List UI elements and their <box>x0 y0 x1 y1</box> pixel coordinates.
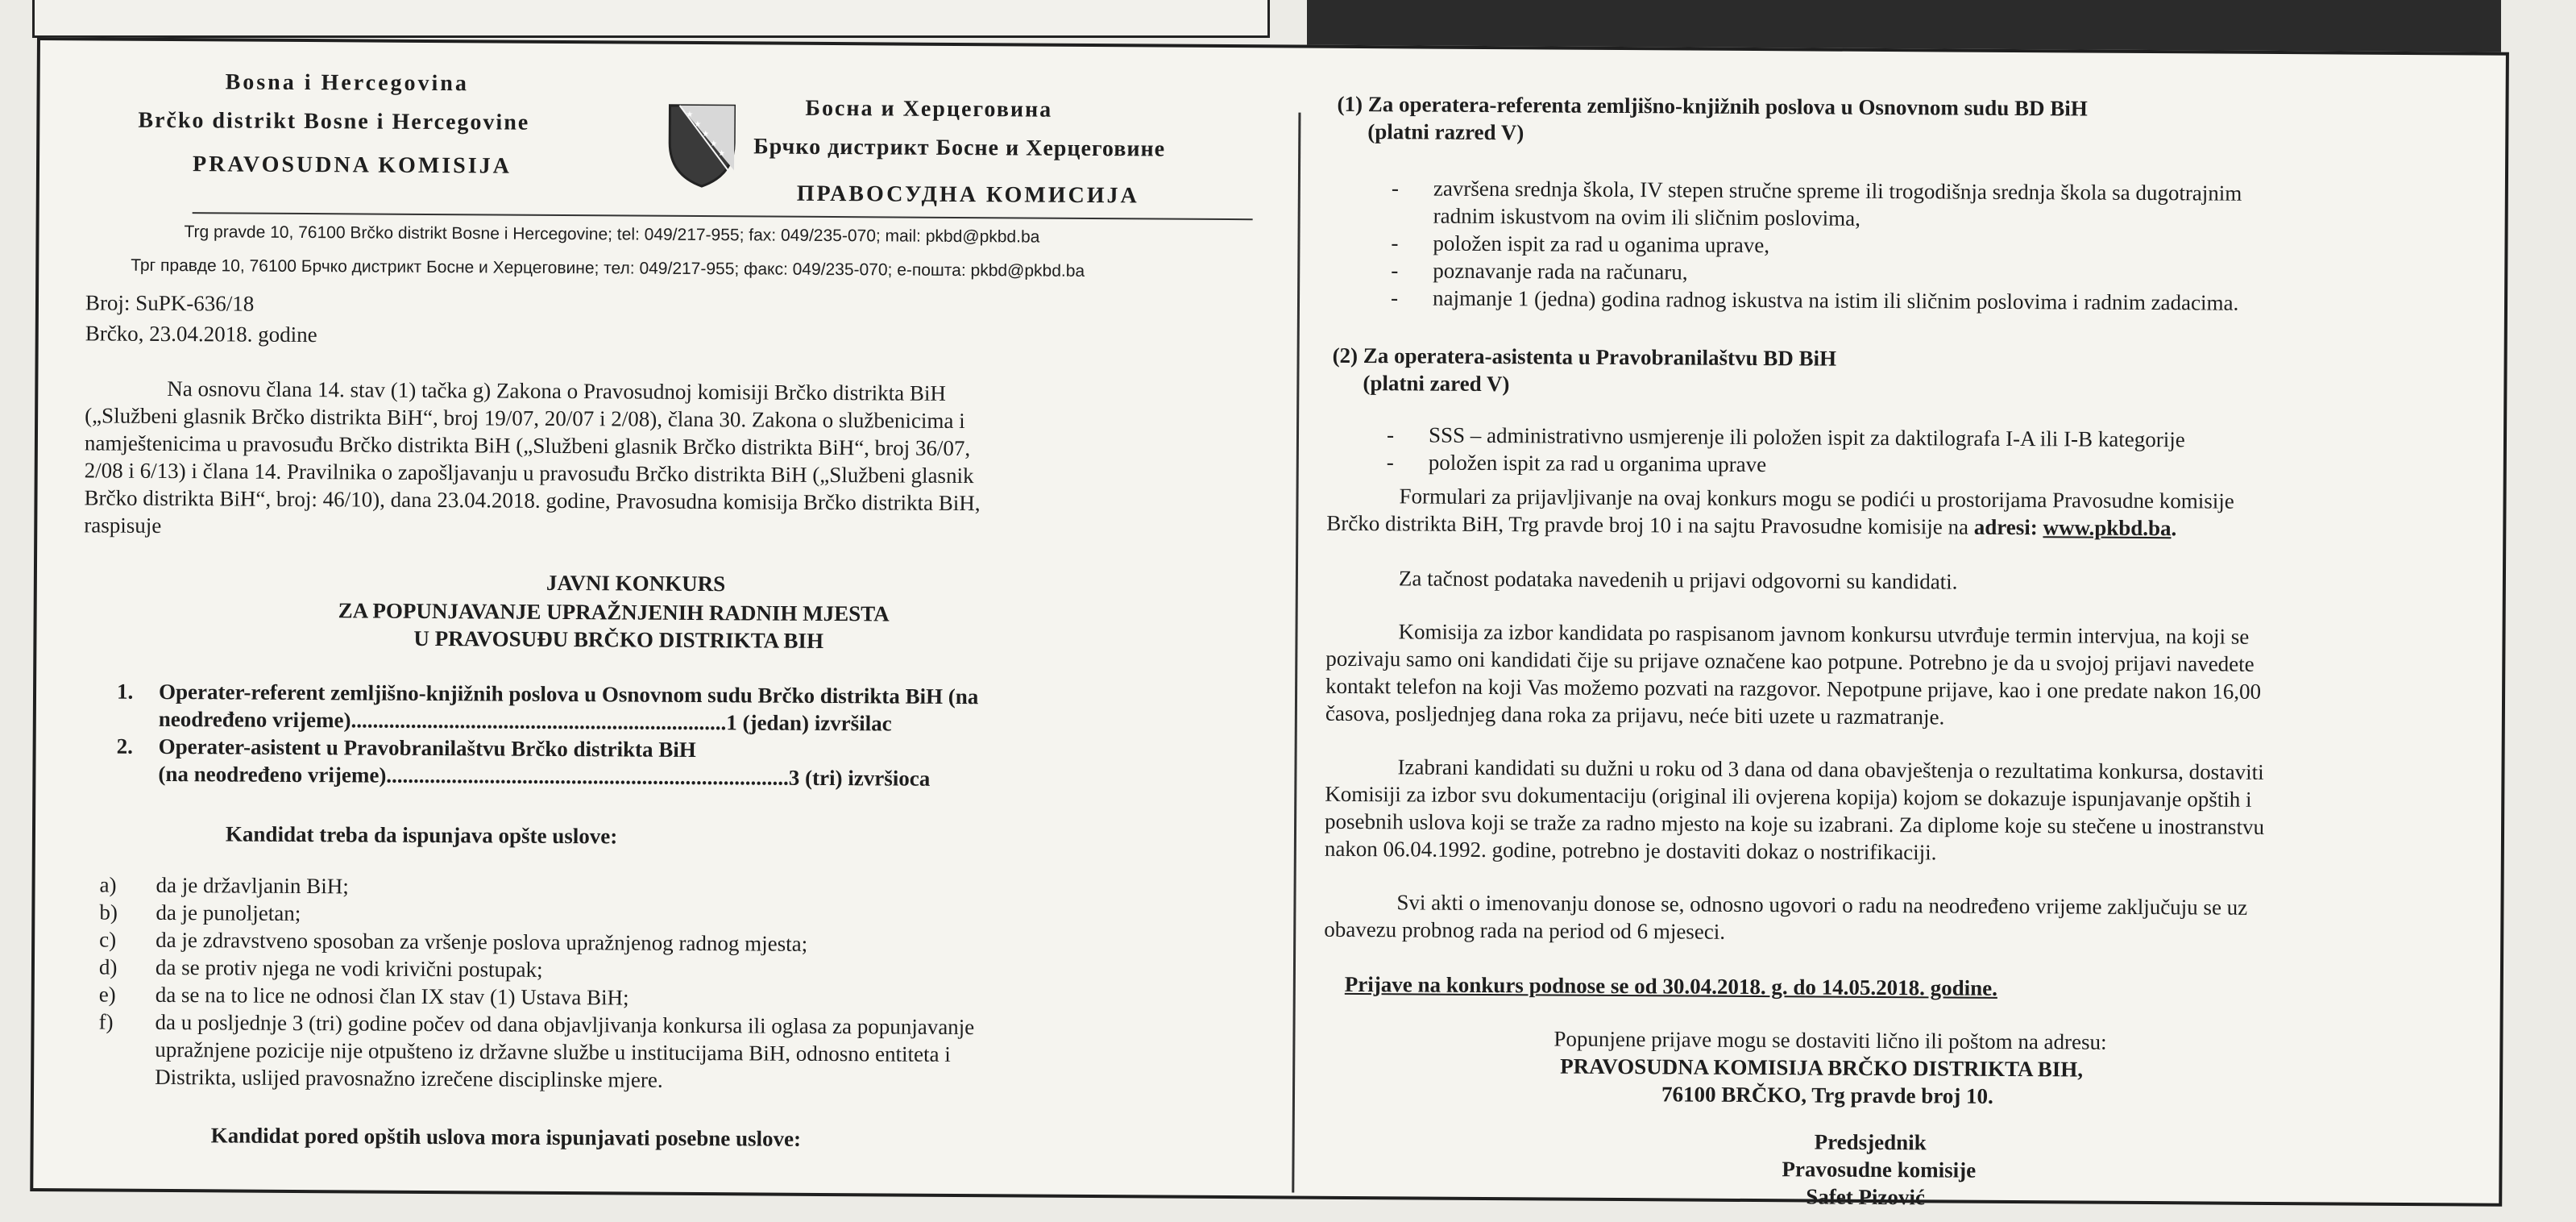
section2-subtitle: (platni zared V) <box>1363 371 1510 397</box>
position-count: neodređeno vrijeme).....................................................................1 (jedan) izvršilac <box>158 706 892 736</box>
svg-text:★: ★ <box>710 139 718 149</box>
requirement-item: položen ispit za rad u oganima uprave, <box>1433 231 1770 258</box>
delivery-note: Popunjene prijave mogu se dostaviti lično ili poštom na adresu: <box>1553 1026 2107 1054</box>
bullet-dash: - <box>1386 450 1394 475</box>
signature-name: Safet Pizović <box>1806 1184 1926 1210</box>
condition-text: da je državljanin BiH; <box>156 872 349 899</box>
paragraph-line: Svi akti o imenovanju donose se, odnosno ugovori o radu na neodređeno vrijeme zaključuju se uz <box>1396 890 2248 920</box>
delivery-address-line1: PRAVOSUDNA KOMISIJA BRČKO DISTRIKTA BIH, <box>1560 1054 2084 1082</box>
notice-document <box>30 37 2509 1210</box>
left-column <box>81 40 1257 1151</box>
document-number: Broj: SuPK-636/18 <box>85 290 255 316</box>
accuracy-note: Za tačnost podataka navedenih u prijavi odgovorni su kandidati. <box>1398 566 1958 594</box>
document-date: Brčko, 23.04.2018. godine <box>85 321 317 347</box>
header-cyr-commission: ПРАВОСУДНА КОМИСИЈА <box>796 181 1139 209</box>
general-conditions-heading: Kandidat treba da ispunjava opšte uslove: <box>225 821 618 849</box>
section2-title: (2) Za operatera-asistenta u Pravobranilaštvu BD BiH <box>1332 343 1837 371</box>
header-address-latin: Trg pravde 10, 76100 Brčko distrikt Bosne i Hercegovine; tel: 049/217-955; fax: 049/235-070; mail: pkbd@pkbd.ba <box>184 222 1040 247</box>
position-number: 2. <box>116 734 133 759</box>
column-divider <box>1292 113 1300 1193</box>
paragraph-line: kontakt telefon na koji Vas možemo pozvati na razgovor. Nepotpune prijave, kao i one predate nakon 16,00 <box>1325 673 2262 704</box>
condition-text: da se protiv njega ne vodi krivični postupak; <box>155 954 543 982</box>
position-count: (na neodređeno vrijeme)..........................................................................3 (tri) izvršioca <box>158 761 931 791</box>
paragraph-line: Komisiji za izbor svu dokumentaciju (original ili ovjerena kopija) kojom se dokazuje ispunjavanje opštih i <box>1325 781 2252 812</box>
bullet-dash: - <box>1386 422 1395 447</box>
condition-text: da je punoljetan; <box>156 900 301 926</box>
header-latin-district: Brčko distrikt Bosne i Hercegovine <box>138 107 530 135</box>
previous-page-strip <box>32 0 1270 38</box>
svg-text:★: ★ <box>686 110 694 119</box>
intro-line: Na osnovu člana 14. stav (1) tačka g) Zakona o Pravosudnoj komisiji Brčko distrikta BiH <box>167 376 946 405</box>
intro-line: („Službeni glasnik Brčko distrikta BiH“, broj 19/07, 20/07 i 2/08), člana 30. Zakona o službenicima i <box>85 403 965 434</box>
intro-line: 2/08 i 6/13) i člana 14. Pravilnika o zapošljavanju u pravosuđu Brčko distrikta BiH („Službeni glasnik <box>84 458 974 488</box>
intro-line: Brčko distrikta BiH“, broj: 46/10), dana 23.04.2018. godine, Pravosudna komisija Brčko distrikta BiH, <box>84 485 981 516</box>
header-cyr-district: Брчко дистрикт Босне и Херцеговине <box>753 134 1166 162</box>
website-link[interactable]: www.pkbd.ba <box>2043 515 2172 541</box>
svg-text:★: ★ <box>702 130 710 139</box>
signature-title: Predsjednik <box>1814 1129 1927 1155</box>
paragraph-line: nakon 06.04.1992. godine, potrebno je dostaviti dokaz o nostrifikaciji. <box>1324 836 1937 865</box>
section1-subtitle: (platni razred V) <box>1367 119 1524 145</box>
paragraph-line: obavezu probnog rada na period od 6 mjeseci. <box>1324 916 1726 944</box>
coat-of-arms-icon <box>665 101 740 190</box>
title-line: JAVNI KONKURS <box>545 570 726 596</box>
condition-text: upražnjene pozicije nije otpušteno iz državne službe u institucijama BiH, odnosno entiteta i <box>155 1037 951 1066</box>
position-title: Operater-asistent u Pravobranilaštvu Brčko distrikta BiH <box>158 734 696 763</box>
condition-text: da u posljednje 3 (tri) godine počev od dana objavljivanja konkursa ili oglasa za popunjavanje <box>155 1009 975 1040</box>
svg-text:★: ★ <box>694 119 702 130</box>
condition-text: Distrikta, uslijed pravosnažno izrečene disciplinske mjere. <box>155 1064 663 1092</box>
condition-letter: b) <box>99 900 118 925</box>
bullet-dash: - <box>1391 258 1399 283</box>
forms-address-label: adresi: <box>1973 514 2038 540</box>
deadline-notice: Prijave na konkurs podnose se od 30.04.2018. g. do 14.05.2018. godine. <box>1344 971 1998 1000</box>
condition-letter: d) <box>98 954 118 979</box>
bullet-dash: - <box>1390 285 1399 310</box>
bullet-dash: - <box>1391 176 1399 201</box>
header-cyr-country: Босна и Херцеговина <box>805 95 1053 123</box>
title-line: ZA POPUNJAVANJE UPRAŽNJENIH RADNIH MJESTA <box>338 598 890 626</box>
condition-text: da je zdravstveno sposoban za vršenje poslova upražnjenog radnog mjesta; <box>156 927 808 956</box>
position-title: Operater-referent zemljišno-knjižnih poslova u Osnovnom sudu Brčko distrikta BiH (na <box>158 679 979 709</box>
intro-line: raspisuje <box>84 513 162 538</box>
paragraph-line: Izabrani kandidati su dužni u roku od 3 dana od dana obavještenja o rezultatima konkursa, dostaviti <box>1397 754 2264 784</box>
forms-line: Formulari za prijavljivanje na ovaj konkurs mogu se podići u prostorijama Pravosudne komisije <box>1399 484 2234 513</box>
condition-letter: e) <box>98 982 116 1007</box>
requirement-item: radnim iskustvom na ovim ili sličnim poslovima, <box>1433 203 1860 231</box>
forms-text: Brčko distrikta BiH, Trg pravde broj 10 i na sajtu Pravosudne komisije na <box>1326 510 1969 539</box>
paragraph-line: časova, posljednjeg dana roka za prijavu, neće biti uzete u razmatranje. <box>1325 700 1945 729</box>
svg-text:★: ★ <box>718 149 726 159</box>
title-line: U PRAVOSUĐU BRČKO DISTRIKTA BIH <box>413 626 824 653</box>
delivery-address-line2: 76100 BRČKO, Trg pravde broj 10. <box>1661 1082 1993 1108</box>
condition-letter: c) <box>99 927 117 952</box>
paragraph-line: pozivaju samo oni kandidati čije su prijave označene kao potpune. Potrebno je da u svojoj prijavi navedete <box>1325 646 2255 676</box>
requirement-item: najmanje 1 (jedna) godina radnog iskustva na istim ili sličnim poslovima i radnim zadacima. <box>1432 285 2239 315</box>
requirement-item: SSS – administrativno usmjerenje ili položen ispit za daktilografa I-A ili I-B kategorije <box>1428 422 2185 452</box>
paragraph-line: posebnih uslova koji se traže za radno mjesto na koje su izabrani. Za diplome koje su stečene u inostranstvu <box>1324 808 2265 839</box>
special-conditions-heading: Kandidat pored opštih uslova mora ispunjavati posebne uslove: <box>210 1123 802 1151</box>
condition-letter: a) <box>99 872 117 897</box>
paragraph-line: Komisija za izbor kandidata po raspisanom javnom konkursu utvrđuje termin intervjua, na koji se <box>1398 619 2250 649</box>
intro-line: namještenicima u pravosuđu Brčko distrikta BiH („Službeni glasnik Brčko distrikta BiH“, broj 36/07, <box>84 430 971 461</box>
requirement-item: završena srednja škola, IV stepen stručne spreme ili trogodišnja srednja škola sa dugotrajnim <box>1433 176 2242 206</box>
requirement-item: položen ispit za rad u organima uprave <box>1428 450 1767 477</box>
bullet-dash: - <box>1391 231 1399 256</box>
condition-text: da se na to lice ne odnosi član IX stav (1) Ustava BiH; <box>155 982 629 1010</box>
requirement-item: poznavanje rada na računaru, <box>1433 258 1688 285</box>
position-number: 1. <box>116 679 134 704</box>
header-latin-country: Bosna i Hercegovina <box>225 69 470 97</box>
condition-letter: f) <box>98 1009 114 1034</box>
header-latin-commission: PRAVOSUDNA KOMISIJA <box>192 152 512 179</box>
section1-title: (1) Za operatera-referenta zemljišno-knjižnih poslova u Osnovnom sudu BD BiH <box>1337 91 2088 121</box>
forms-line: Brčko distrikta BiH, Trg pravde broj 10 i na sajtu Pravosudne komisije na adresi: www.pkbd.ba. <box>1326 510 2177 541</box>
header-address-cyr: Трг правде 10, 76100 Брчко дистрикт Босне и Херцеговине; тел: 049/217-955; факс: 049/235-070; е-пошта: pkbd@pkbd.ba <box>131 256 1085 281</box>
signature-institution: Pravosudne komisije <box>1782 1157 1977 1183</box>
